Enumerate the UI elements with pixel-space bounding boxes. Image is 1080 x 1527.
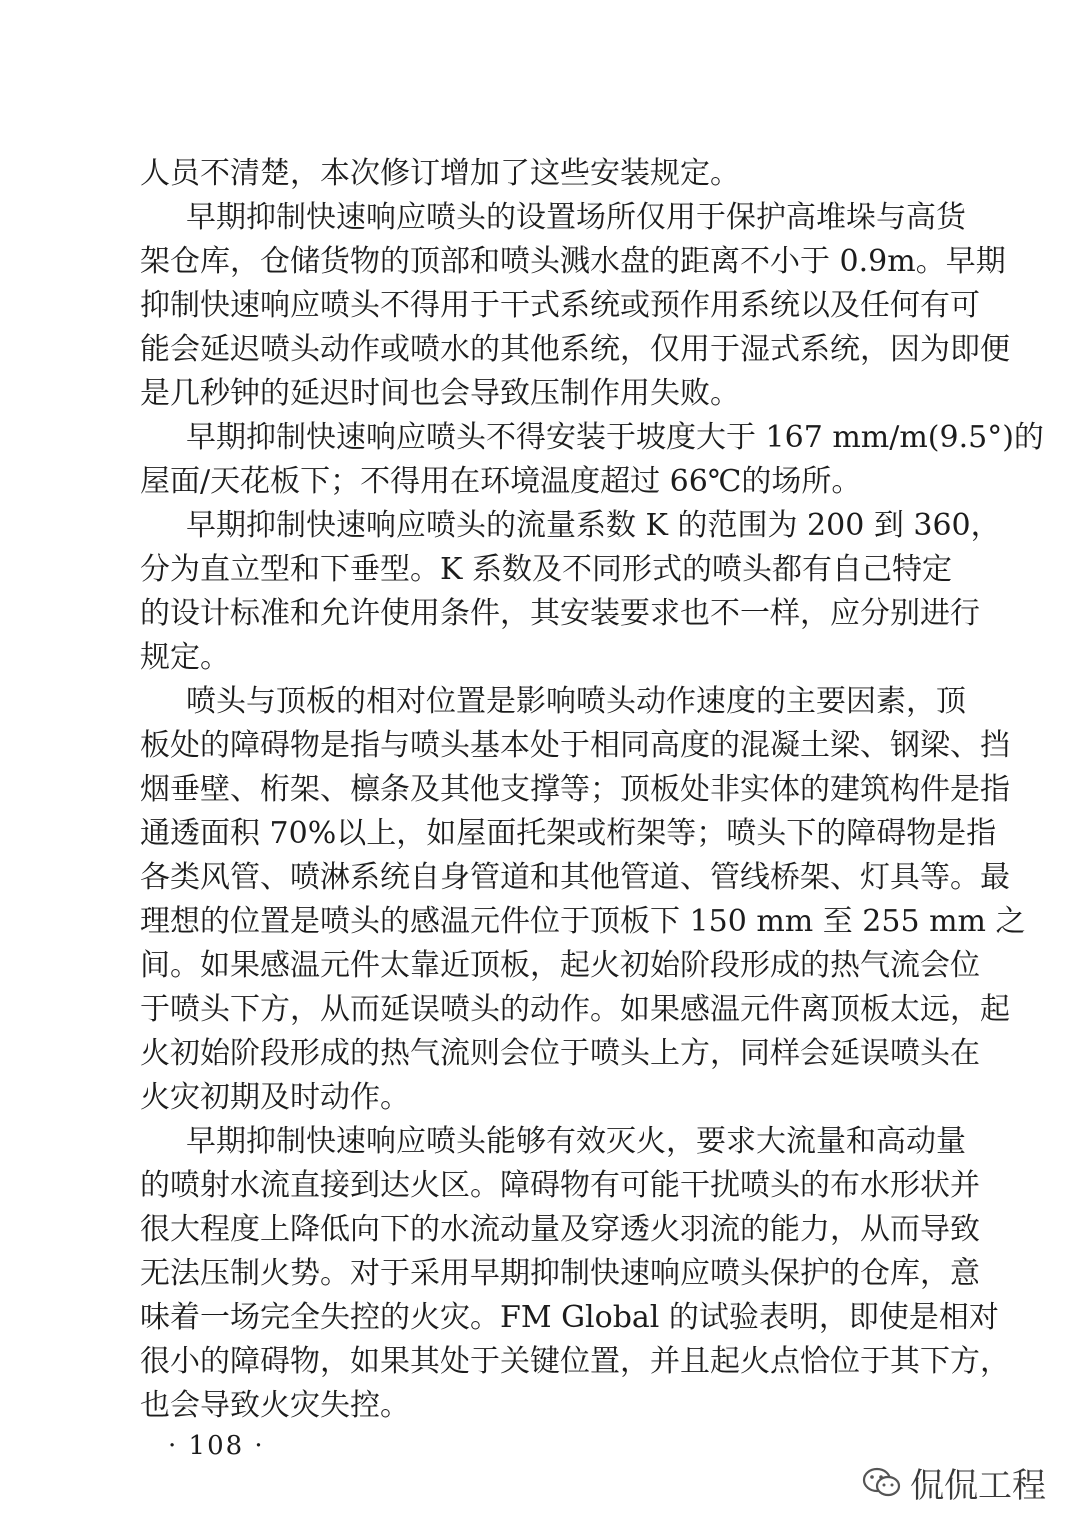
text-line: 能会延迟喷头动作或喷水的其他系统，仅用于湿式系统，因为即便	[140, 332, 1010, 367]
text-line: 板处的障碍物是指与喷头基本处于相同高度的混凝土梁、钢梁、挡	[140, 728, 1010, 763]
watermark	[862, 1458, 1046, 1507]
text-line: 早期抑制快速响应喷头不得安装于坡度大于 167 mm/m(9.5°)的	[186, 420, 1044, 455]
text-line: 烟垂壁、桁架、檩条及其他支撑等；顶板处非实体的建筑构件是指	[140, 772, 1010, 807]
text-line: 屋面/天花板下；不得用在环境温度超过 66℃的场所。	[140, 464, 862, 499]
text-line: 味着一场完全失控的火灾。FM Global 的试验表明，即使是相对	[140, 1300, 999, 1335]
text-line: 很大程度上降低向下的水流动量及穿透火羽流的能力，从而导致	[140, 1212, 980, 1247]
text-line: 火初始阶段形成的热气流则会位于喷头上方，同样会延误喷头在	[140, 1036, 980, 1071]
text-line: 早期抑制快速响应喷头能够有效灭火，要求大流量和高动量	[186, 1124, 966, 1159]
text-line: 架仓库，仓储货物的顶部和喷头溅水盘的距离不小于 0.9m。早期	[140, 244, 1006, 279]
text-line: 的设计标准和允许使用条件，其安装要求也不一样，应分别进行	[140, 596, 980, 631]
watermark-text: 侃侃工程	[910, 1466, 1046, 1506]
text-line: 很小的障碍物，如果其处于关键位置，并且起火点恰位于其下方，	[140, 1344, 1010, 1379]
text-line: 无法压制火势。对于采用早期抑制快速响应喷头保护的仓库，意	[140, 1256, 980, 1291]
page-number: · 108 ·	[168, 1431, 265, 1461]
text-line: 各类风管、喷淋系统自身管道和其他管道、管线桥架、灯具等。最	[140, 860, 1010, 895]
wechat-icon	[862, 1466, 902, 1500]
text-line: 早期抑制快速响应喷头的流量系数 K 的范围为 200 到 360，	[186, 508, 1001, 543]
text-line: 分为直立型和下垂型。K 系数及不同形式的喷头都有自己特定	[140, 552, 952, 587]
text-line: 规定。	[140, 640, 230, 675]
text-line: 的喷射水流直接到达火区。障碍物有可能干扰喷头的布水形状并	[140, 1168, 980, 1203]
text-line: 也会导致火灾失控。	[140, 1388, 410, 1423]
text-line: 人员不清楚，本次修订增加了这些安装规定。	[140, 156, 740, 191]
text-line: 通透面积 70%以上，如屋面托架或桁架等；喷头下的障碍物是指	[140, 816, 997, 851]
text-line: 于喷头下方，从而延误喷头的动作。如果感温元件离顶板太远，起	[140, 992, 1010, 1027]
text-line: 火灾初期及时动作。	[140, 1080, 410, 1115]
text-line: 是几秒钟的延迟时间也会导致压制作用失败。	[140, 376, 740, 411]
text-line: 间。如果感温元件太靠近顶板，起火初始阶段形成的热气流会位	[140, 948, 980, 983]
text-line: 喷头与顶板的相对位置是影响喷头动作速度的主要因素，顶	[186, 684, 966, 719]
text-line: 理想的位置是喷头的感温元件位于顶板下 150 mm 至 255 mm 之	[140, 904, 1026, 939]
text-line: 早期抑制快速响应喷头的设置场所仅用于保护高堆垛与高货	[186, 200, 966, 235]
text-line: 抑制快速响应喷头不得用于干式系统或预作用系统以及任何有可	[140, 288, 980, 323]
